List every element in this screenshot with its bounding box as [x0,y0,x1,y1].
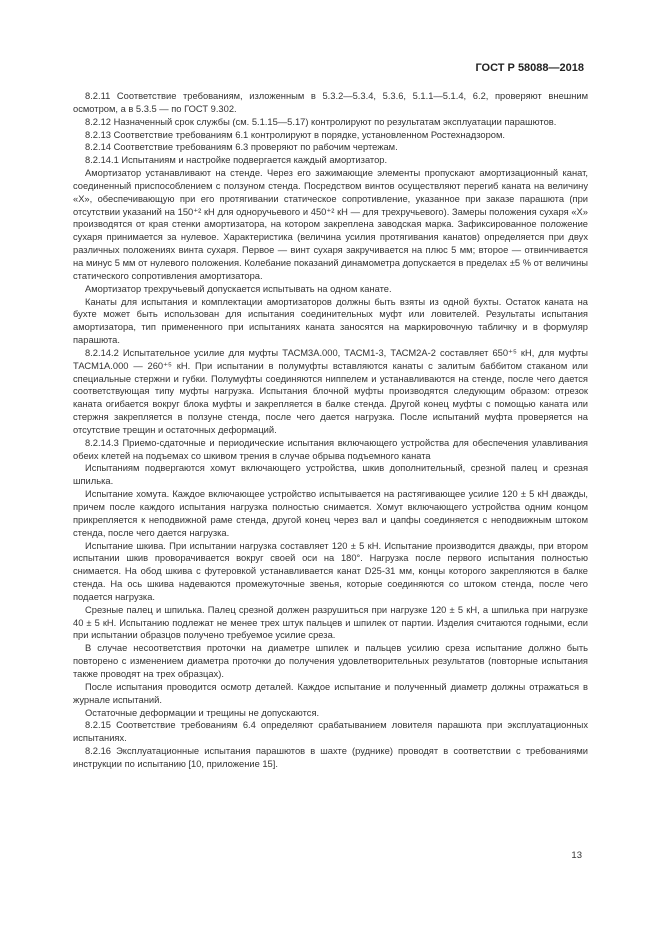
standard-header: ГОСТ Р 58088—2018 [475,62,584,74]
paragraph: Испытаниям подвергаются хомут включающего устройства, шкив дополнительный, срезной палец и срезная шпилька. [73,463,588,487]
paragraph: В случае несоответствия проточки на диаметре шпилек и пальцев усилию среза испытание должно быть повторено с изменением диаметра проточки до получения удовлетворительных результатов (повторные испытания также проводят на трех образцах). [73,643,588,679]
paragraph: 8.2.14.2 Испытательное усилие для муфты ТАСМ3А.000, ТАСМ1-3, ТАСМ2А-2 составляет 650⁺⁵ кН, для муфты ТАСМ1А.000 — 260⁺⁵ кН. При испытании в полумуфты вставляются канаты с залитым баббитом стаканом или специальные стержни и губки. Полумуфты соединяются ниппелем и устанавливаются на стенде, после чего дается соответствующая типу муфты нагрузка. Испытания блочной муфты производятся следующим образом: отрезок каната огибается вокруг блока муфты и закрепляется в балке стенда. Другой конец муфты с помощью каната или стержня закрепляется в ползуне стенда, после чего дается нагрузка. После испытаний муфта проверяется на отсутствие трещин и остаточных деформаций. [73,347,588,435]
page-number: 13 [571,850,582,861]
paragraph: 8.2.16 Эксплуатационные испытания парашютов в шахте (руднике) проводят в соответствии с требованиями инструкции по испытанию [10, приложение 15]. [73,746,588,769]
paragraph: 8.2.11 Соответствие требованиям, изложенным в 5.3.2—5.3.4, 5.3.6, 5.1.1—5.1.4, 6.2, проверяют внешним осмотром, а в 5.3.5 — по ГОСТ 9.302. [73,91,588,114]
paragraph: Испытание шкива. При испытании нагрузка составляет 120 ± 5 кН. Испытание производится дважды, при втором испытании шкив проворачивается вокруг своей оси на 180°. Нагрузка после первого испытания полностью снимается. На обод шкива с футеровкой устанавливается канат D25-31 мм, концы которого закрепляются в балке стенда. На ось шкива надеваются промежуточные звенья, которые соединяются со штоком стенда, после чего подается нагрузка. [73,540,588,602]
paragraph: Амортизатор устанавливают на стенде. Через его зажимающие элементы пропускают амортизационный канат, соединенный приспособлением с ползуном стенда. Посредством винтов осуществляют перегиб каната на величину «Х», обеспечивающую при его протягивании статическое сопротивление, указанное при заказе парашюта (при отсутствии указаний на 150⁺² кН для одноручьевого и 450⁺² кН — для трехручьевого). Замеры положения сухаря «Х» производятся от края стенки амортизатора, на котором закреплена заводская марка. Зафиксированное положение сухаря принимается за нулевое. Характеристика (величина усилия протягивания канатов) определяется при двух различных положениях винта сухаря. Первое — винт сухаря закручивается на плюс 5 мм; второе — отвинчивается на минус 5 мм от нулевого положения. Колебание показаний динамометра допускается в пределах ±5 % от величины статического сопротивления амортизатора. [73,168,588,281]
paragraph: Срезные палец и шпилька. Палец срезной должен разрушиться при нагрузке 120 ± 5 кН, а шпилька при нагрузке 40 ± 5 кН. Испытанию подлежат не менее трех штук пальцев и шпилек от партии. Изделия считаются годными, если при испытании образцов получено требуемое усилие среза. [73,604,588,641]
paragraph: Канаты для испытания и комплектации амортизаторов должны быть взяты из одной бухты. Остаток каната на бухте может быть использован для испытания соединительных муфт или ловителей. Результаты испытания амортизатора, тип примененного при испытаниях каната заносятся на маркировочную табличку и в формуляр парашюта. [73,296,588,346]
paragraph: 8.2.14.1 Испытаниям и настройке подвергается каждый амортизатор. [85,155,388,166]
paragraph: Амортизатор трехручьевый допускается испытывать на одном канате. [85,283,392,294]
document-body [73,90,588,771]
paragraph: 8.2.15 Соответствие требованиям 6.4 определяют срабатыванием ловителя парашюта при эксплуатационных испытаниях. [73,720,588,744]
paragraph: После испытания проводится осмотр деталей. Каждое испытание и полученный диаметр должны отражаться в журнале испытаний. [73,681,588,705]
paragraph: Испытание хомута. Каждое включающее устройство испытывается на растягивающее усилие 120 ± 5 кН дважды, причем после каждого испытания нагрузка полностью снимается. Хомут включающего устройства одним концом прикрепляется к неподвижной раме стенда, другой конец через вал и цапфы соединяется с неподвижным штоком стенда, после чего дается нагрузка. [73,489,588,538]
paragraph: Остаточные деформации и трещины не допускаются. [85,707,320,718]
paragraph: 8.2.14 Соответствие требованиям 6.3 проверяют по рабочим чертежам. [85,142,398,153]
paragraph: 8.2.14.3 Приемо-сдаточные и периодические испытания включающего устройства для обеспечения улавливания обеих клетей на подъемах со шкивом трения в случае обрыва подъемного каната [73,437,588,461]
paragraph: 8.2.13 Соответствие требованиям 6.1 контролируют в порядке, установленном Ростехнадзором. [85,129,506,140]
paragraph: 8.2.12 Назначенный срок службы (см. 5.1.15—5.17) контролируют по результатам эксплуатации парашютов. [85,116,557,127]
